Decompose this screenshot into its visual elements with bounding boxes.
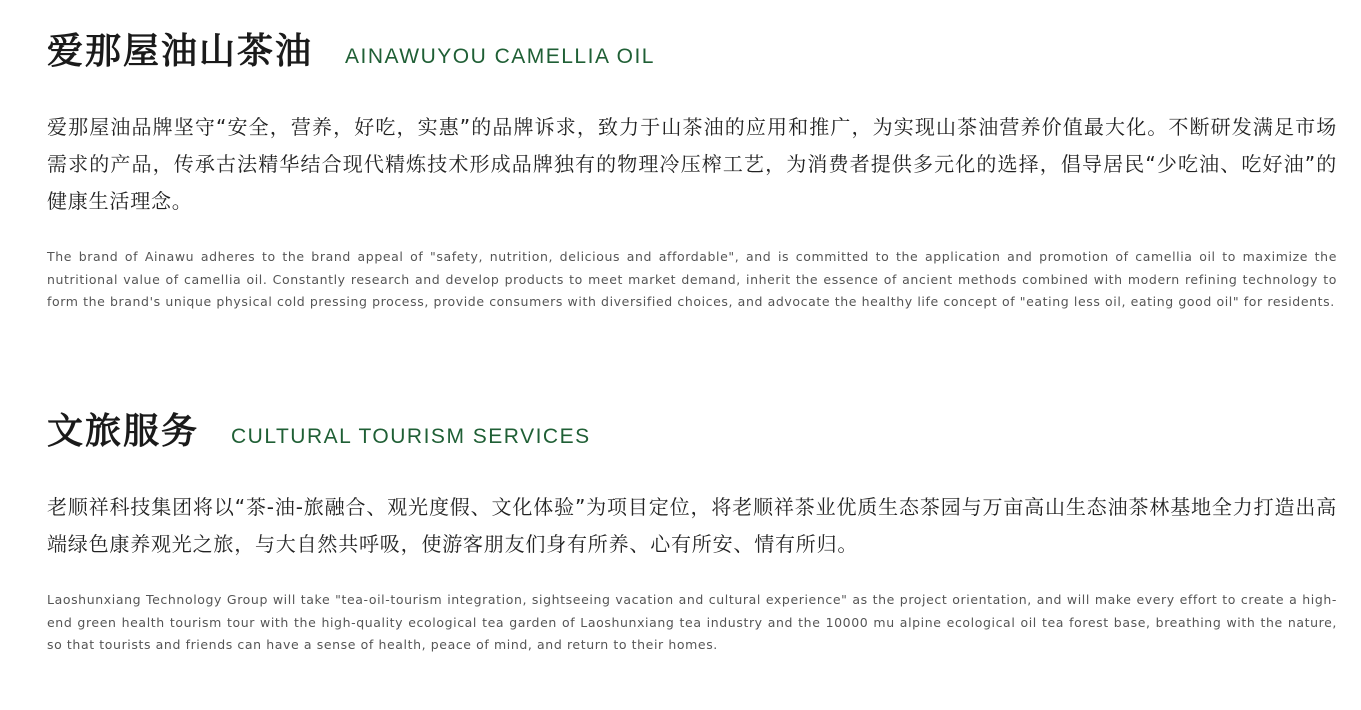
section-cultural-tourism: [47, 410, 1337, 657]
section-heading: [47, 30, 1337, 73]
section-body-en: The brand of Ainawu adheres to the brand appeal of "safety, nutrition, delicious and affordable", and is committed to the application and promotion of camellia oil to maximize the nutritional value of camellia oil. Constantly research and develop products to meet market demand, inherit the essence of ancient methods combined with modern refining technology to form the brand's unique physical cold pressing process, provide consumers with diversified choices, and advocate the healthy life concept of "eating less oil, eating good oil" for residents.: [47, 249, 1337, 310]
section-body-cn: 老顺祥科技集团将以“茶-油-旅融合、观光度假、文化体验”为项目定位，将老顺祥茶业优质生态茶园与万亩高山生态油茶林基地全力打造出高端绿色康养观光之旅，与大自然共呼吸，使游客朋友们身有所养、心有所安、情有所归。: [47, 495, 1337, 557]
section-heading: [47, 410, 1337, 453]
section-title-cn: 爱那屋油山茶油: [47, 31, 314, 72]
section-title-en: AINAWUYOU CAMELLIA OIL: [345, 45, 655, 68]
section-title-en: CULTURAL TOURISM SERVICES: [231, 425, 591, 448]
section-title-cn: 文旅服务: [47, 411, 200, 452]
section-camellia-oil: [47, 30, 1337, 314]
section-body-en: Laoshunxiang Technology Group will take "tea-oil-tourism integration, sightseeing vacation and cultural experience" as the project orientation, and will make every effort to create a high-end green health tourism tour with the high-quality ecological tea garden of Laoshunxiang tea industry and the 10000 mu alpine ecological oil tea forest base, breathing with the nature, so that tourists and friends can have a sense of health, peace of mind, and return to their homes.: [47, 592, 1337, 653]
section-body-cn: 爱那屋油品牌坚守“安全，营养，好吃，实惠”的品牌诉求，致力于山茶油的应用和推广，为实现山茶油营养价值最大化。不断研发满足市场需求的产品，传承古法精华结合现代精炼技术形成品牌独有的物理冷压榨工艺，为消费者提供多元化的选择，倡导居民“少吃油、吃好油”的健康生活理念。: [47, 115, 1337, 214]
